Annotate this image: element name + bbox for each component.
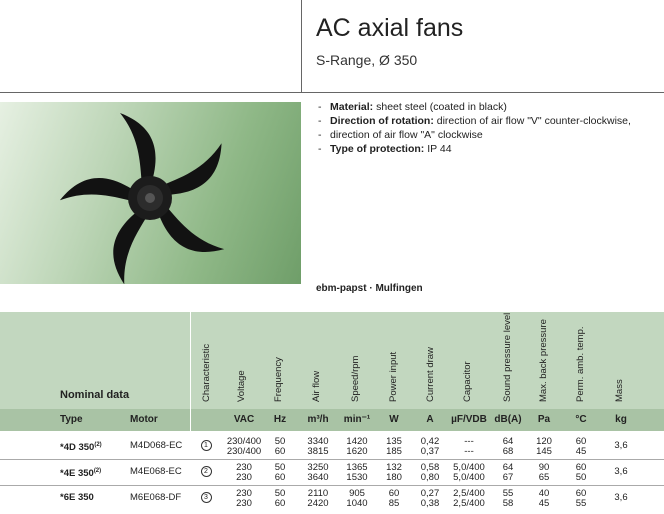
col-sound-pressure: Sound pressure level [502,312,513,402]
cell-rpm: 905 [349,488,365,499]
cell-rpm: 1365 [346,462,368,473]
cell-pa: 145 [536,446,552,457]
cell-vac: 230 [236,498,252,509]
unit-hz: Hz [273,414,287,425]
page-subtitle: S-Range, Ø 350 [316,52,418,68]
type-footnote: (2) [93,468,102,474]
unit-db: dB(A) [494,414,522,425]
cell-temp: 55 [575,498,587,509]
col-back-pressure: Max. back pressure [538,319,549,402]
manufacturer-label: ebm-papst · Mulfingen [316,283,423,294]
cell-db: 68 [502,446,514,457]
column-divider [190,312,191,514]
table-row [0,463,664,481]
col-amb-temp: Perm. amb. temp. [575,326,586,402]
cell-characteristic [198,466,214,477]
page-title: AC axial fans [316,14,464,42]
cell-pa: 40 [538,488,550,499]
cell-w: 132 [386,462,402,473]
cell-flow: 3340 [307,436,329,447]
cell-cap: --- [464,436,474,447]
row-divider [0,459,664,460]
cell-rpm: 1040 [346,498,368,509]
unit-cap: µF/VDB [451,414,487,425]
unit-flow: m³/h [307,414,329,425]
cell-type: *6E 350 [60,492,94,503]
cell-temp: 60 [575,436,587,447]
spec-list [316,100,656,156]
cell-pa: 45 [538,498,550,509]
cell-flow: 2420 [307,498,329,509]
cell-db: 64 [502,436,514,447]
cell-characteristic [198,492,214,503]
cell-temp: 50 [575,472,587,483]
cell-temp: 45 [575,446,587,457]
cell-characteristic [198,440,214,451]
cell-motor: M4D068-EC [130,440,183,451]
cell-flow: 3640 [307,472,329,483]
col-air-flow: Air flow [311,370,322,402]
cell-cap: 2,5/400 [453,498,485,509]
title-divider-vertical [301,0,302,92]
cell-mass: 3,6 [614,440,628,451]
cell-hz: 60 [274,472,286,483]
cell-type: *4E 350$^{(2)}$ [60,468,102,480]
unit-c: °C [575,414,587,425]
unit-kg: kg [615,414,627,425]
fan-illustration [0,102,301,284]
cell-db: 58 [502,498,514,509]
spec-rotation: - Direction of rotation: direction of air flow "V" counter-clockwise, [316,114,656,128]
col-power-input: Power input [388,351,399,402]
cell-cap: 5,0/400 [453,472,485,483]
cell-a: 0,27 [420,488,440,499]
characteristic-badge: 3 [201,492,212,503]
table-row [0,437,664,455]
cell-cap: 2,5/400 [453,488,485,499]
unit-motor: Motor [130,414,158,425]
spec-rotation-cont: - direction of air flow "A" clockwise [316,128,656,142]
characteristic-badge: 2 [201,466,212,477]
fan-photo [0,102,301,284]
cell-vac: 230 [236,472,252,483]
cell-a: 0,42 [420,436,440,447]
cell-temp: 60 [575,462,587,473]
cell-w: 60 [388,488,400,499]
cell-motor: M4E068-EC [130,466,182,477]
cell-db: 55 [502,488,514,499]
unit-type: Type [60,414,83,425]
nominal-data-label: Nominal data [60,389,130,401]
characteristic-badge: 1 [201,440,212,451]
unit-a: A [426,414,434,425]
cell-vac: 230 [236,462,252,473]
cell-rpm: 1620 [346,446,368,457]
cell-pa: 120 [536,436,552,447]
cell-type: *4D 350$^{(2)}$ [60,442,102,454]
col-mass: Mass [614,379,625,402]
cell-cap: 5,0/400 [453,462,485,473]
col-capacitor: Capacitor [462,361,473,402]
cell-w: 180 [386,472,402,483]
unit-pa: Pa [537,414,551,425]
spec-material: - Material: sheet steel (coated in black) [316,100,656,114]
cell-vac: 230/400 [226,436,262,447]
cell-mass: 3,6 [614,492,628,503]
cell-hz: 50 [274,436,286,447]
cell-w: 85 [388,498,400,509]
cell-hz: 60 [274,446,286,457]
col-voltage: Voltage [236,370,247,402]
cell-w: 185 [386,446,402,457]
cell-w: 135 [386,436,402,447]
cell-a: 0,38 [420,498,440,509]
cell-hz: 60 [274,498,286,509]
cell-flow: 3250 [307,462,329,473]
unit-vac: VAC [233,414,255,425]
cell-hz: 50 [274,462,286,473]
cell-flow: 2110 [307,488,329,499]
cell-hz: 50 [274,488,286,499]
cell-pa: 90 [538,462,550,473]
cell-flow: 3815 [307,446,329,457]
cell-motor: M6E068-DF [130,492,182,503]
table-row [0,489,664,507]
unit-rpm: min⁻¹ [343,414,371,425]
type-footnote: (2) [94,442,102,448]
col-speed: Speed/rpm [350,355,361,402]
cell-db: 67 [502,472,514,483]
cell-mass: 3,6 [614,466,628,477]
cell-db: 64 [502,462,514,473]
col-frequency: Frequency [273,357,284,402]
cell-rpm: 1530 [346,472,368,483]
unit-w: W [389,414,399,425]
row-divider [0,485,664,486]
cell-vac: 230 [236,488,252,499]
cell-vac: 230/400 [226,446,262,457]
spec-protection: - Type of protection: IP 44 [316,142,656,156]
cell-temp: 60 [575,488,587,499]
cell-a: 0,80 [420,472,440,483]
cell-rpm: 1420 [346,436,368,447]
col-characteristic: Characteristic [201,343,212,402]
col-current-draw: Current draw [425,347,436,402]
cell-a: 0,58 [420,462,440,473]
title-divider-horizontal [0,92,664,93]
cell-cap: --- [464,446,474,457]
cell-a: 0,37 [420,446,440,457]
cell-pa: 65 [538,472,550,483]
